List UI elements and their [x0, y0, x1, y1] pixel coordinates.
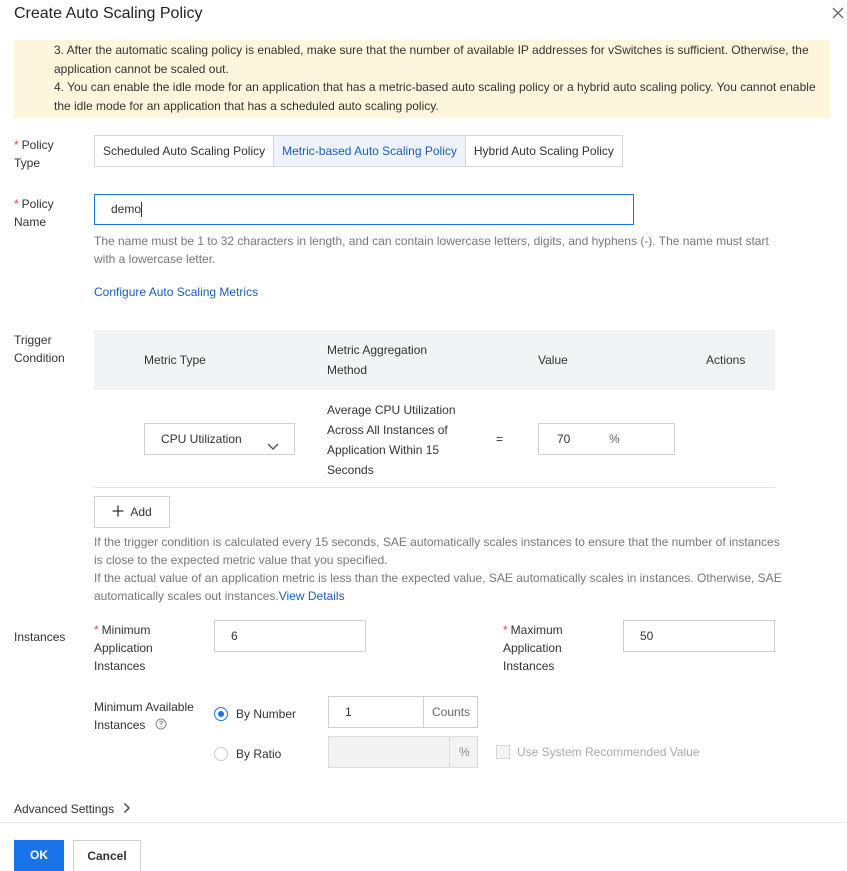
header-aggregation-line2: Method	[327, 363, 368, 377]
policy-type-label	[14, 136, 54, 172]
policy-type-label-line2: Type	[14, 156, 41, 170]
trigger-help	[94, 533, 784, 605]
tab-hybrid[interactable]: Hybrid Auto Scaling Policy	[465, 136, 622, 166]
notice-line-4: 4. You can enable the idle mode for an application that has a metric-based auto scaling policy or a hybrid auto scaling policy. You cannot enable the idle mode for an application that has a scheduled auto scaling policy.	[54, 80, 816, 113]
by-number-radio[interactable]	[214, 707, 228, 721]
min-label-line2: Application	[94, 641, 153, 655]
min-instances-input[interactable]: 6	[214, 620, 366, 652]
tab-metric-based[interactable]: Metric-based Auto Scaling Policy	[273, 136, 465, 166]
policy-name-label-line1: Policy	[21, 197, 54, 211]
min-instances-label	[94, 621, 153, 675]
metric-unit: %	[609, 432, 620, 446]
min-available-ratio-input	[328, 736, 478, 768]
instances-label: Instances	[14, 630, 66, 644]
max-instances-label	[503, 621, 563, 675]
required-mark: *	[94, 623, 99, 637]
trigger-label-line1: Trigger	[14, 333, 52, 347]
by-ratio-label[interactable]: By Ratio	[236, 747, 282, 761]
header-aggregation-line1: Metric Aggregation	[327, 343, 428, 357]
use-recommended-label: Use System Recommended Value	[517, 745, 700, 759]
trigger-help-line2: If the actual value of an application metric is less than the expected value, SAE automatically scales in instances. Otherwise, SAE automatically scales out instances.	[94, 571, 782, 603]
max-label-line1: Maximum	[510, 623, 563, 637]
metric-value: 70	[557, 432, 571, 446]
add-label: Add	[130, 505, 152, 519]
trigger-label-line2: Condition	[14, 351, 65, 365]
policy-name-label	[14, 195, 54, 231]
trigger-help-line1: If the trigger condition is calculated every 15 seconds, SAE automatically scales instances to ensure that the number of instances is close to the expected metric value that you specified.	[94, 535, 780, 567]
text-cursor	[141, 202, 142, 217]
by-ratio-radio[interactable]	[214, 747, 228, 761]
chevron-right-icon	[123, 802, 131, 817]
advanced-settings-label: Advanced Settings	[14, 802, 115, 816]
metric-value-input[interactable]	[538, 423, 675, 455]
header-metric-type: Metric Type	[144, 353, 206, 367]
counts-unit: Counts	[423, 697, 470, 727]
aggregation-line3: Application Within 15	[327, 443, 440, 457]
min-available-line2: Instances	[94, 718, 146, 732]
policy-name-value: demo	[111, 202, 142, 216]
advanced-settings-toggle[interactable]	[14, 802, 131, 817]
notice-line-3: 3. After the automatic scaling policy is enabled, make sure that the number of available IP addresses for vSwitches is sufficient. Otherwise, the application cannot be scaled out.	[54, 43, 809, 76]
policy-type-tabs	[94, 135, 623, 167]
plus-icon	[112, 498, 124, 528]
aggregation-method-text	[327, 400, 456, 480]
max-label-line2: Application	[503, 641, 562, 655]
trigger-table-header	[94, 330, 775, 390]
max-label-line3: Instances	[503, 659, 555, 673]
tab-scheduled[interactable]: Scheduled Auto Scaling Policy	[95, 136, 273, 166]
header-value: Value	[538, 353, 568, 367]
min-label-line1: Minimum	[101, 623, 151, 637]
header-actions: Actions	[706, 353, 746, 367]
ratio-unit: %	[449, 737, 470, 767]
policy-name-help: The name must be 1 to 32 characters in length, and can contain lowercase letters, digits, and hyphens (-). The name must start with a lowercase letter.	[94, 234, 769, 266]
trigger-condition-label	[14, 331, 65, 367]
aggregation-line4: Seconds	[327, 463, 374, 477]
footer-divider	[0, 822, 847, 823]
help-circle-icon[interactable]	[155, 717, 167, 735]
table-row-divider	[94, 487, 775, 488]
metric-type-select[interactable]	[144, 423, 295, 455]
chevron-down-icon	[266, 433, 280, 443]
aggregation-line1: Average CPU Utilization	[327, 403, 456, 417]
by-number-label[interactable]: By Number	[236, 707, 297, 721]
notice-banner	[14, 40, 830, 118]
required-mark: *	[14, 197, 19, 211]
required-mark: *	[14, 138, 19, 152]
use-recommended-checkbox	[496, 745, 510, 759]
equals-operator: =	[496, 432, 504, 446]
policy-type-label-line1: Policy	[21, 138, 54, 152]
max-instances-input[interactable]: 50	[623, 620, 775, 652]
min-available-line1: Minimum Available	[94, 700, 194, 714]
min-available-label	[94, 698, 194, 735]
ok-button[interactable]: OK	[14, 840, 64, 871]
add-condition-button[interactable]	[94, 496, 170, 528]
min-label-line3: Instances	[94, 659, 146, 673]
number-value: 1	[345, 705, 352, 719]
aggregation-line2: Across All Instances of	[327, 423, 448, 437]
min-available-number-input[interactable]	[328, 696, 478, 728]
view-details-link[interactable]: View Details	[278, 589, 345, 603]
dialog-title: Create Auto Scaling Policy	[14, 5, 203, 22]
metric-type-value: CPU Utilization	[161, 432, 242, 446]
policy-name-label-line2: Name	[14, 215, 47, 229]
cancel-button[interactable]: Cancel	[73, 840, 141, 871]
header-aggregation	[327, 340, 427, 380]
close-icon[interactable]	[829, 4, 847, 22]
configure-metrics-link[interactable]: Configure Auto Scaling Metrics	[94, 285, 259, 299]
required-mark: *	[503, 623, 508, 637]
policy-name-input[interactable]	[94, 194, 634, 225]
